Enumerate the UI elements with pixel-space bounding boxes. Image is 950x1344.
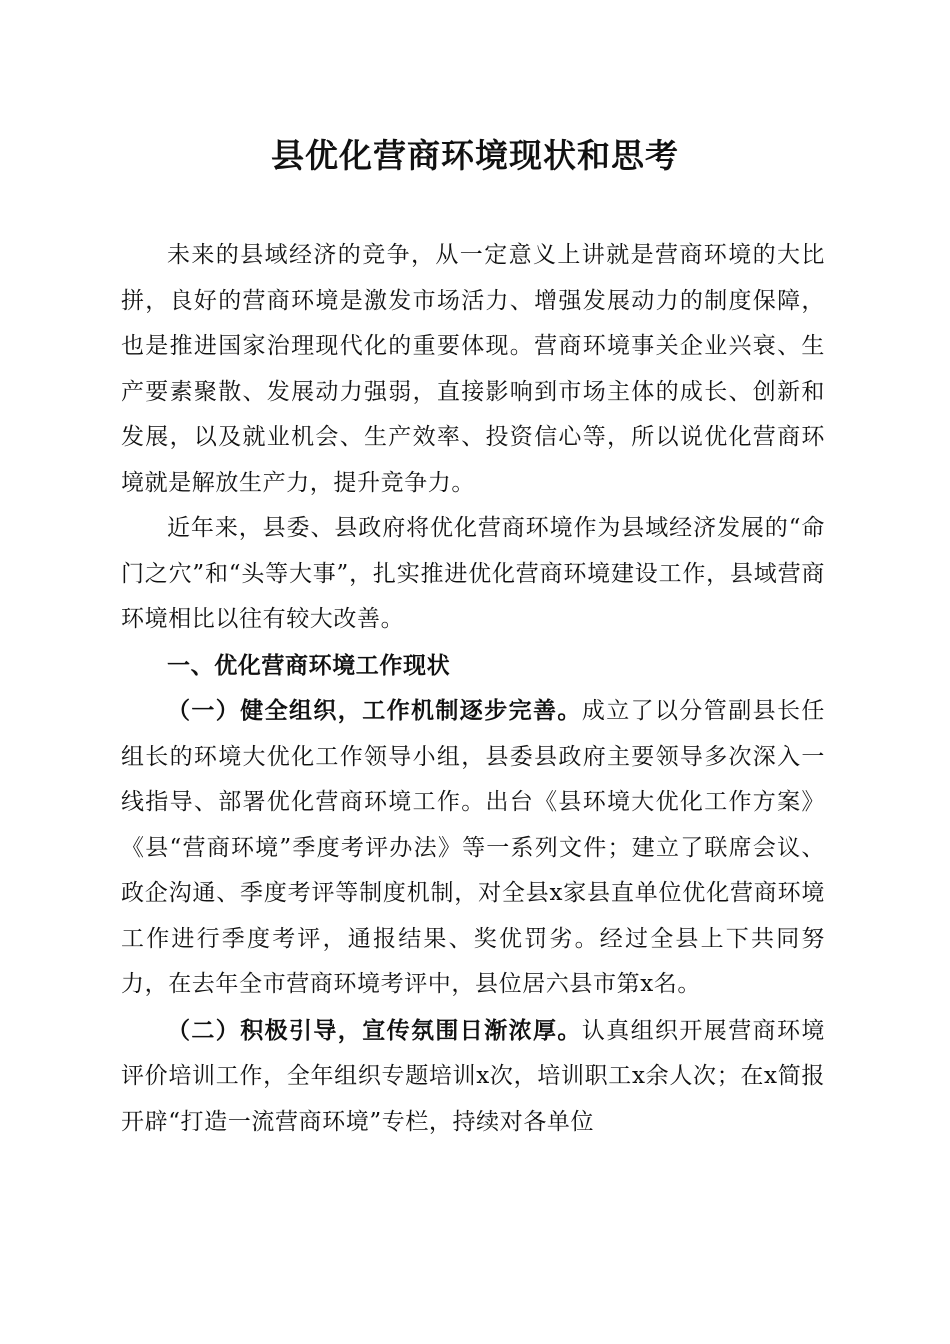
- intro-paragraph: 未来的县域经济的竞争，从一定意义上讲就是营商环境的大比拼，良好的营商环境是激发市场活力、增强发展动力的制度保障，也是推进国家治理现代化的重要体现。营商环境事关企业兴衰、生产要素聚散、发展动力强弱，直接影响到市场主体的成长、创新和发展，以及就业机会、生产效率、投资信心等，所以说优化营商环境就是解放生产力，提升竞争力。: [121, 242, 825, 496]
- item-lead-organization: （一）健全组织，工作机制逐步完善。: [167, 697, 582, 724]
- item-body-publicity: 认真组织开展营商环境评价培训工作，全年组织专题培训x次，培训职工x余人次；在x简报开辟“打造一流营商环境”专栏，持续对各单位: [121, 1017, 826, 1135]
- item-body-organization: 成立了以分管副县长任组长的环境大优化工作领导小组，县委县政府主要领导多次深入一线指导、部署优化营商环境工作。出台《县环境大优化工作方案》《县“营商环境”季度考评办法》等一系列文件；建立了联席会议、政企沟通、季度考评等制度机制，对全县x家县直单位优化营商环境工作进行季度考评，通报结果、奖优罚劣。经过全县上下共同努力，在去年全市营商环境考评中，县位居六县市第x名。: [121, 698, 826, 997]
- item-lead-publicity: （二）积极引导，宣传氛围日渐浓厚。: [167, 1016, 582, 1044]
- section-heading-current-status: 一、优化营商环境工作现状: [167, 651, 451, 679]
- document-title: 县优化营商环境现状和思考: [271, 136, 679, 175]
- item-paragraph-organization: [121, 688, 825, 1008]
- background-paragraph: 近年来，县委、县政府将优化营商环境作为县域经济发展的“命门之穴”和“头等大事”，扎实推进优化营商环境建设工作，县域营商环境相比以往有较大改善。: [121, 515, 825, 632]
- document-body: [121, 233, 825, 1145]
- item-paragraph-publicity: [121, 1008, 825, 1146]
